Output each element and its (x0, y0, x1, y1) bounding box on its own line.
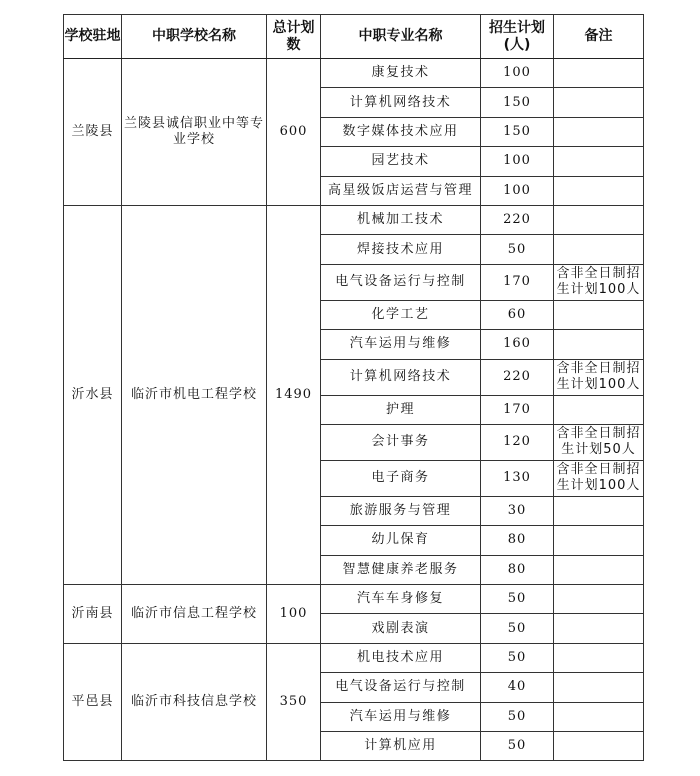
note-cell (554, 176, 644, 205)
header-note: 备注 (554, 15, 644, 59)
major-name-cell: 汽车运用与维修 (321, 702, 481, 731)
major-name-cell: 焊接技术应用 (321, 235, 481, 264)
table-body (64, 59, 644, 761)
plan-count-cell: 100 (481, 176, 554, 205)
note-cell (554, 702, 644, 731)
major-name-cell: 汽车车身修复 (321, 585, 481, 614)
major-name-cell: 计算机应用 (321, 732, 481, 761)
major-name-cell: 戏剧表演 (321, 614, 481, 643)
table-row (64, 59, 644, 88)
plan-count-cell: 150 (481, 117, 554, 146)
note-cell (554, 117, 644, 146)
note-cell (554, 88, 644, 117)
school-name-cell: 临沂市信息工程学校 (122, 585, 267, 644)
total-plan-cell: 1490 (267, 205, 321, 584)
note-cell (554, 526, 644, 555)
enrollment-plan-table (63, 14, 644, 761)
major-name-cell: 电气设备运行与控制 (321, 264, 481, 300)
plan-count-cell: 50 (481, 585, 554, 614)
county-cell: 沂水县 (64, 205, 122, 584)
county-cell: 兰陵县 (64, 59, 122, 206)
plan-count-cell: 50 (481, 702, 554, 731)
major-name-cell: 电气设备运行与控制 (321, 673, 481, 702)
plan-count-cell: 50 (481, 643, 554, 672)
note-cell (554, 300, 644, 329)
note-cell (554, 395, 644, 424)
school-name-cell: 兰陵县诚信职业中等专业学校 (122, 59, 267, 206)
note-cell: 含非全日制招生计划100人 (554, 264, 644, 300)
plan-count-cell: 60 (481, 300, 554, 329)
school-name-cell: 临沂市机电工程学校 (122, 205, 267, 584)
note-cell (554, 496, 644, 525)
school-name-cell: 临沂市科技信息学校 (122, 643, 267, 761)
major-name-cell: 化学工艺 (321, 300, 481, 329)
note-cell (554, 673, 644, 702)
table-row (64, 205, 644, 234)
note-cell (554, 585, 644, 614)
major-name-cell: 园艺技术 (321, 147, 481, 176)
plan-count-cell: 100 (481, 147, 554, 176)
plan-count-cell: 50 (481, 732, 554, 761)
plan-count-cell: 100 (481, 59, 554, 88)
major-name-cell: 汽车运用与维修 (321, 330, 481, 359)
plan-count-cell: 150 (481, 88, 554, 117)
note-cell (554, 147, 644, 176)
major-name-cell: 机械加工技术 (321, 205, 481, 234)
header-county: 学校驻地 (64, 15, 122, 59)
note-cell: 含非全日制招生计划50人 (554, 424, 644, 460)
plan-count-cell: 220 (481, 359, 554, 395)
note-cell (554, 614, 644, 643)
total-plan-cell: 350 (267, 643, 321, 761)
note-cell (554, 732, 644, 761)
major-name-cell: 幼儿保育 (321, 526, 481, 555)
table-row (64, 585, 644, 614)
note-cell (554, 643, 644, 672)
header-major: 中职专业名称 (321, 15, 481, 59)
note-cell (554, 235, 644, 264)
plan-count-cell: 220 (481, 205, 554, 234)
header-total: 总计划数 (267, 15, 321, 59)
plan-count-cell: 40 (481, 673, 554, 702)
total-plan-cell: 100 (267, 585, 321, 644)
note-cell (554, 555, 644, 584)
county-cell: 沂南县 (64, 585, 122, 644)
plan-count-cell: 30 (481, 496, 554, 525)
note-cell (554, 205, 644, 234)
plan-count-cell: 120 (481, 424, 554, 460)
plan-count-cell: 80 (481, 555, 554, 584)
note-cell: 含非全日制招生计划100人 (554, 460, 644, 496)
major-name-cell: 智慧健康养老服务 (321, 555, 481, 584)
major-name-cell: 会计事务 (321, 424, 481, 460)
major-name-cell: 计算机网络技术 (321, 88, 481, 117)
plan-count-cell: 170 (481, 395, 554, 424)
header-row (64, 15, 644, 59)
plan-count-cell: 80 (481, 526, 554, 555)
note-cell (554, 330, 644, 359)
major-name-cell: 旅游服务与管理 (321, 496, 481, 525)
major-name-cell: 电子商务 (321, 460, 481, 496)
major-name-cell: 机电技术应用 (321, 643, 481, 672)
major-name-cell: 计算机网络技术 (321, 359, 481, 395)
total-plan-cell: 600 (267, 59, 321, 206)
major-name-cell: 康复技术 (321, 59, 481, 88)
plan-count-cell: 50 (481, 614, 554, 643)
plan-count-cell: 50 (481, 235, 554, 264)
plan-count-cell: 160 (481, 330, 554, 359)
note-cell (554, 59, 644, 88)
county-cell: 平邑县 (64, 643, 122, 761)
header-plan: 招生计划(人) (481, 15, 554, 59)
note-cell: 含非全日制招生计划100人 (554, 359, 644, 395)
major-name-cell: 护理 (321, 395, 481, 424)
header-school: 中职学校名称 (122, 15, 267, 59)
table-row (64, 643, 644, 672)
plan-count-cell: 130 (481, 460, 554, 496)
major-name-cell: 高星级饭店运营与管理 (321, 176, 481, 205)
plan-count-cell: 170 (481, 264, 554, 300)
major-name-cell: 数字媒体技术应用 (321, 117, 481, 146)
